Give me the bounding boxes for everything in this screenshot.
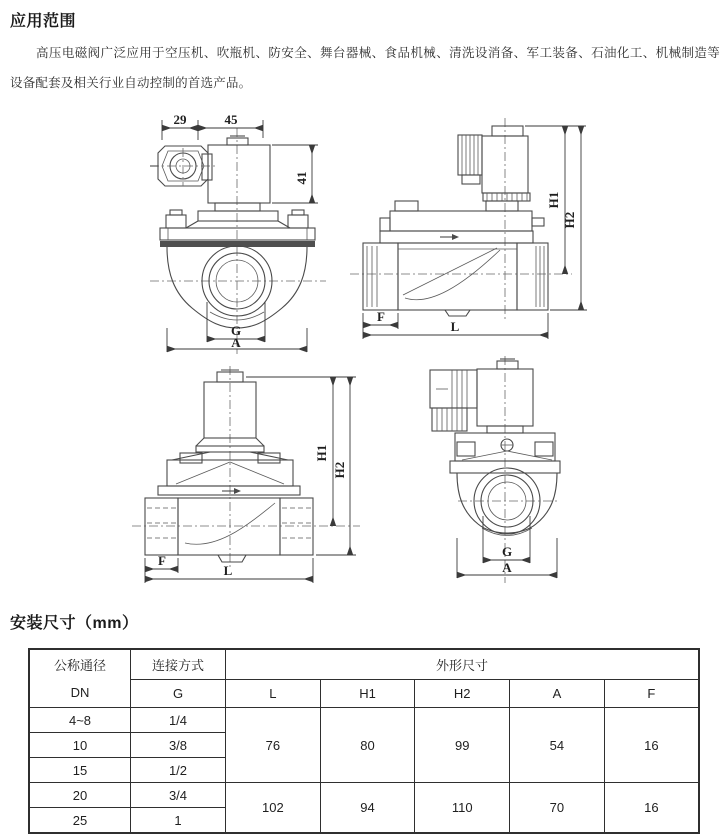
solenoid-coil [208,136,270,203]
cell-dn: 25 [29,808,131,834]
dim-label: H2 [562,211,577,229]
dim-label: H1 [314,444,329,462]
cell-g: 3/8 [131,733,226,758]
application-text: 高压电磁阀广泛应用于空压机、吹瓶机、防安全、舞台器械、食品机械、清洗设消备、军工装备、石油化工、机械制造等设备配套及相关行业自动控制的首选产品。 [10,46,720,90]
table-row [29,783,699,808]
header-g: G [131,680,226,708]
header-h2: H2 [415,680,510,708]
header-dn-label: DN [70,684,90,700]
solenoid-coil [430,359,533,431]
section-title-dimensions: 安装尺寸（mm） [10,615,139,632]
cell-g: 3/4 [131,783,226,808]
cell-f: 16 [604,708,699,783]
dim-label: F [158,553,166,568]
dimension-H1 [525,126,586,274]
dimension-45 [198,112,263,138]
table-header-row-1 [29,649,699,680]
header-nominal-diameter-label: 公称通径 [53,657,106,673]
dim-label: H2 [332,461,347,479]
dimension-41 [272,145,318,203]
dim-label: L [450,319,460,334]
technical-drawings [0,108,728,595]
header-l: L [226,680,321,708]
drawing-front-view-top [150,112,326,354]
dimension-F [145,553,178,583]
cell-h2: 99 [415,708,510,783]
dimension-G [483,516,530,563]
header-outline-dimensions: 外形尺寸 [226,649,700,680]
cell-h1: 94 [320,783,415,834]
cell-h1: 80 [320,708,415,783]
dimensions-table [28,648,700,834]
drawing-side-view-bottom [132,366,360,583]
cell-a: 54 [510,708,605,783]
solenoid-coil [458,126,530,201]
valve-bonnet [158,452,300,495]
header-nominal-diameter [29,649,131,708]
cell-dn: 4~8 [29,708,131,733]
dim-label: 41 [294,171,309,185]
dim-label: H1 [546,191,561,209]
dim-label: L [223,563,233,578]
drawing-side-view-top [350,118,587,339]
dimension-29 [162,112,198,140]
dim-label: G [230,323,242,338]
cell-l: 102 [226,783,321,834]
valve-body [363,243,548,316]
valve-bonnet [160,203,315,247]
cell-g: 1/4 [131,708,226,733]
dim-label: A [502,560,512,575]
dim-label: G [501,544,513,559]
cell-f: 16 [604,783,699,834]
cell-h2: 110 [415,783,510,834]
drawing-front-view-bottom [430,356,560,583]
cell-dn: 15 [29,758,131,783]
cell-g: 1 [131,808,226,834]
section-title-application: 应用范围 [10,13,77,30]
header-f: F [604,680,699,708]
cell-g: 1/2 [131,758,226,783]
valve-bonnet [380,201,544,243]
dim-label: F [377,309,385,324]
cell-l: 76 [226,708,321,783]
cell-dn: 10 [29,733,131,758]
header-h1: H1 [320,680,415,708]
header-connection-type: 连接方式 [131,649,226,680]
valve-body [457,468,557,536]
dim-label: A [231,335,241,350]
cell-a: 70 [510,783,605,834]
dimension-H2 [550,126,587,310]
valve-body [145,498,313,562]
dim-label: 29 [173,112,187,127]
dimension-H2 [316,377,356,555]
table-row [29,708,699,733]
dimension-L [363,313,548,339]
dimension-F [363,309,398,339]
cell-dn: 20 [29,783,131,808]
header-a: A [510,680,605,708]
dim-label: 45 [224,112,238,127]
